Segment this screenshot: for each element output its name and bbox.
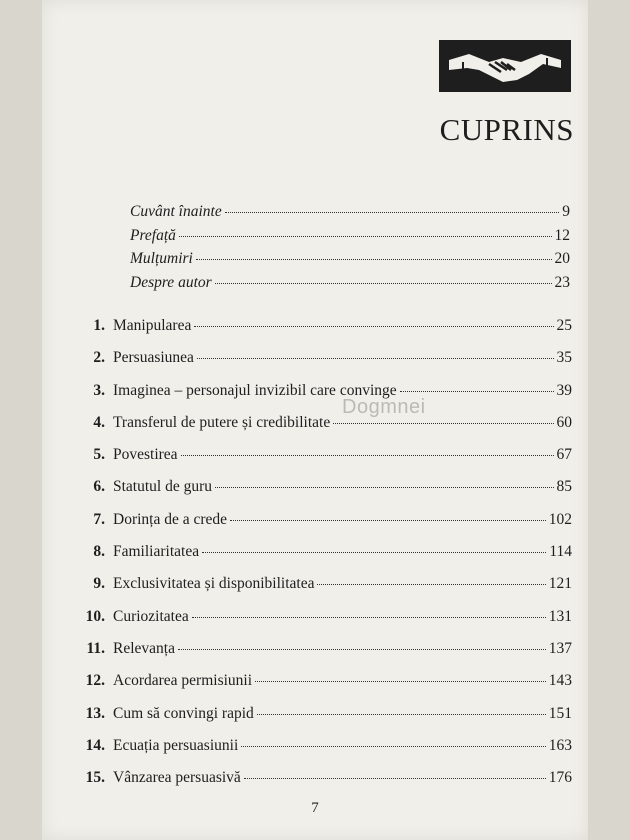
entry-page-number: 114 (549, 543, 572, 561)
dot-leader (194, 326, 553, 327)
chapter-number: 7. (93, 510, 105, 528)
entry-title: Prefață (130, 226, 176, 244)
entry-title: Manipularea (113, 317, 192, 334)
page-title: CUPRINS (439, 112, 574, 147)
entry-title: Acordarea permisiunii (113, 672, 253, 690)
entry-title: Ecuația persuasiunii (113, 736, 239, 754)
dot-leader (192, 617, 546, 618)
entry-title: Curiozitatea (113, 607, 189, 625)
entry-page-number: 137 (548, 639, 572, 657)
dot-leader (181, 455, 554, 456)
toc-entry (130, 203, 570, 227)
chapter-number: 2. (93, 349, 105, 367)
chapter-list (75, 317, 572, 801)
toc-entry (75, 575, 572, 607)
entry-page-number: 176 (548, 769, 572, 787)
entry-page-number: 67 (556, 446, 572, 464)
entry-title: Transferul de putere și credibilitate (113, 413, 331, 431)
toc-entry (130, 250, 570, 274)
dot-leader (178, 649, 546, 650)
chapter-number: 9. (93, 575, 105, 593)
dot-leader (215, 487, 553, 488)
chapter-number: 11. (86, 639, 105, 657)
book-page (42, 0, 588, 840)
entry-title: Familiaritatea (113, 543, 200, 561)
toc-entry (75, 640, 572, 672)
front-matter-list (130, 203, 570, 297)
toc-entry (75, 705, 572, 737)
entry-page-number: 121 (548, 575, 572, 593)
chapter-number: 14. (85, 736, 105, 754)
toc-entry (130, 274, 570, 298)
chapter-number: 5. (93, 446, 105, 464)
toc-entry (75, 672, 572, 704)
dot-leader (179, 236, 552, 237)
chapter-number: 1. (93, 317, 105, 334)
dot-leader (230, 520, 546, 521)
entry-title: Dorința de a crede (113, 510, 228, 528)
toc-entry (75, 478, 572, 510)
entry-page-number: 20 (554, 250, 570, 267)
dot-leader (197, 358, 554, 359)
entry-title: Vânzarea persuasivă (113, 769, 241, 787)
entry-title: Imaginea – personajul invizibil care convinge (113, 381, 397, 399)
dot-leader (244, 778, 546, 779)
toc-entry (75, 543, 572, 575)
toc-entry (75, 737, 572, 769)
dot-leader (255, 681, 546, 682)
chapter-number: 15. (85, 769, 105, 787)
dot-leader (225, 212, 560, 213)
chapter-number: 8. (93, 543, 105, 561)
dot-leader (215, 283, 552, 284)
entry-page-number: 60 (556, 413, 572, 431)
entry-title: Mulțumiri (130, 250, 193, 267)
entry-page-number: 102 (548, 510, 572, 528)
entry-page-number: 35 (556, 349, 572, 367)
entry-title: Persuasiunea (113, 349, 194, 367)
entry-title: Relevanța (113, 639, 175, 657)
dot-leader (241, 746, 546, 747)
entry-page-number: 9 (562, 203, 570, 220)
entry-title: Cum să convingi rapid (113, 704, 254, 722)
dot-leader (196, 259, 552, 260)
toc-entry (75, 511, 572, 543)
dot-leader (400, 391, 554, 392)
entry-page-number: 143 (548, 672, 572, 690)
chapter-number: 3. (93, 381, 105, 399)
chapter-number: 10. (85, 607, 105, 625)
entry-title: Cuvânt înainte (130, 203, 222, 220)
toc-entry (75, 382, 572, 414)
entry-title: Exclusivitatea și disponibilitatea (113, 575, 315, 593)
dot-leader (202, 552, 546, 553)
entry-page-number: 23 (554, 273, 570, 291)
entry-title: Povestirea (113, 446, 178, 464)
chapter-number: 6. (93, 478, 105, 496)
toc-entry (130, 227, 570, 251)
entry-page-number: 39 (556, 381, 572, 399)
dot-leader (333, 423, 553, 424)
entry-page-number: 163 (548, 736, 572, 754)
entry-title: Despre autor (130, 273, 212, 291)
chapter-number: 12. (85, 672, 105, 690)
handshake-logo-graphic (439, 40, 571, 92)
toc-entry (75, 769, 572, 801)
entry-page-number: 131 (548, 607, 572, 625)
page-number: 7 (311, 800, 319, 816)
chapter-number: 13. (85, 704, 105, 722)
entry-page-number: 25 (556, 317, 572, 334)
dot-leader (257, 714, 546, 715)
entry-page-number: 85 (556, 478, 572, 496)
dot-leader (317, 584, 545, 585)
watermark: Dogmnei (342, 396, 426, 418)
toc-entry (75, 608, 572, 640)
entry-page-number: 12 (554, 226, 570, 244)
toc-entry (75, 414, 572, 446)
toc-entry (75, 317, 572, 349)
entry-title: Statutul de guru (113, 478, 213, 496)
entry-page-number: 151 (548, 704, 572, 722)
handshake-icon (439, 40, 571, 92)
toc-entry (75, 349, 572, 381)
chapter-number: 4. (93, 413, 105, 431)
toc-entry (75, 446, 572, 478)
